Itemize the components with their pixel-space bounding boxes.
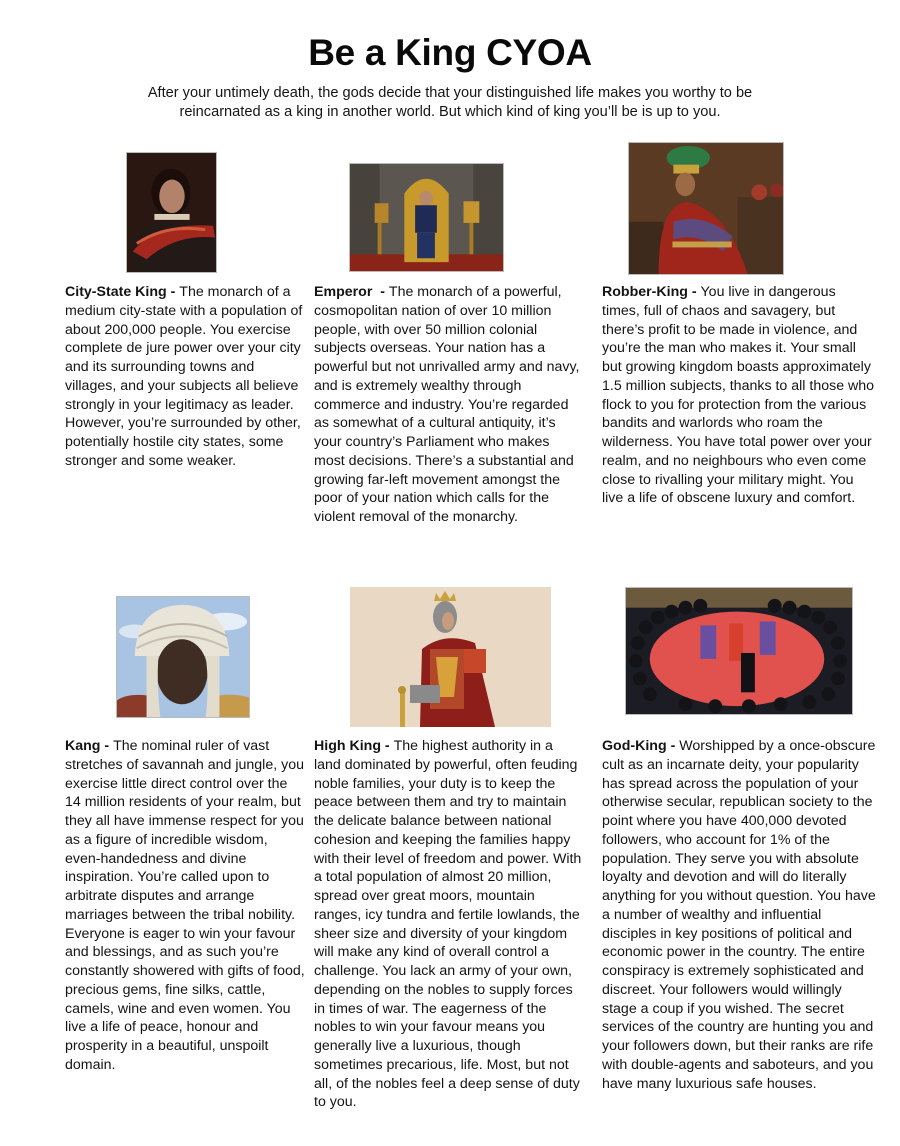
high-king-image	[350, 587, 551, 727]
option-title: Emperor	[314, 284, 373, 300]
option-high-king: High King - The highest authority in a land dominated by powerful, often feuding noble families, your duty is to keep the peace between them and try to maintain the delicate balance between national cohesion and keeping the families happy with their level of freedom and power. With a total population of almost 20 million, spread over great moors, mountain ranges, icy tundra and fertile lowlands, the sheer size and diversity of your kingdom will make any kind of overall control a challenge. You lack an army of your own, depending on the nobles to supply forces in times of war. The eagerness of the nobles to win your favour means you generally live a luxurious, though sometimes precarious, life. Most, but not all, of the nobles feel a deep sense of duty to you.	[314, 738, 582, 1111]
robber-king-image	[628, 142, 784, 275]
option-description: The monarch of a powerful, cosmopolitan nation of over 10 million people, with over 50 million colonial subjects overseas. Your nation has a powerful but not unrivalled army and navy, and is extremely wealthy through commerce and industry. You’re regarded as somewhat of a cultural antiquity, it’s your country’s Parliament who makes most decisions. There’s a substantial and growing far-left movement amongst the poor of your nation which calls for the violent removal of the monarchy.	[314, 284, 580, 525]
option-description: The highest authority in a land dominated by powerful, often feuding noble families, your duty is to keep the peace between them and try to maintain the delicate balance between national cohesion and keeping the families happy with their level of freedom and power. With a total population of almost 20 million, spread over great moors, mountain ranges, icy tundra and fertile lowlands, the sheer size and diversity of your kingdom will make any kind of overall control a challenge. You lack an army of your own, depending on the nobles to supply forces in times of war. The eagerness of the nobles to win your favour means you generally live a luxurious, though sometimes precarious, life. Most, but not all, of the nobles feel a deep sense of duty to you.	[314, 738, 582, 1111]
city-state-king-image	[126, 152, 217, 273]
option-description: The nominal ruler of vast stretches of savannah and jungle, you exercise little direct control over the 14 million residents of your realm, but they all have immense respect for you as a figure of incredible wisdom, even-handedness and divine inspiration. You’re called upon to arbitrate disputes and arrange marriages between the tribal nobility. Everyone is eager to win your favour and blessings, and as such you’re constantly showered with gifts of food, precious gems, fine silks, cattle, camels, wine and even women. You live a life of peace, honour and prosperity in a beautiful, unspoilt domain.	[65, 738, 305, 1073]
option-emperor: Emperor - The monarch of a powerful, cosmopolitan nation of over 10 million people, with over 50 million colonial subjects overseas. Your nation has a powerful but not unrivalled army and navy, and is extremely wealthy through commerce and industry. You’re regarded as somewhat of a cultural antiquity, it’s your country’s Parliament who makes most decisions. There’s a substantial and growing far-left movement amongst the poor of your nation which calls for the violent removal of the monarchy.	[314, 284, 580, 525]
option-robber-king: Robber-King - You live in dangerous times, full of chaos and savagery, but there’s profit to be made in violence, and you’re the man who makes it. Your small but growing kingdom boasts approximately 1.5 million subjects, thanks to all those who flock to you for protection from the various bandits and warlords who roam the wilderness. You have total power over your realm, and no neighbours who even come close to rivalling your military might. You live a life of obscene luxury and comfort.	[602, 284, 875, 507]
option-title: Kang	[65, 738, 101, 754]
intro-text: After your untimely death, the gods decide that your distinguished life makes you worthy to be reincarnated as a king in another world. But which kind of king you’ll be is up to you.	[147, 85, 753, 120]
option-title: God-King	[602, 738, 667, 754]
option-kang: Kang - The nominal ruler of vast stretches of savannah and jungle, you exercise little direct control over the 14 million residents of your realm, but they all have immense respect for you as a figure of incredible wisdom, even-handedness and divine inspiration. You’re called upon to arbitrate disputes and arrange marriages between the tribal nobility. Everyone is eager to win your favour and blessings, and as such you’re constantly showered with gifts of food, precious gems, fine silks, cattle, camels, wine and even women. You live a life of peace, honour and prosperity in a beautiful, unspoilt domain.	[65, 738, 305, 1073]
emperor-image	[349, 163, 504, 272]
option-description: You live in dangerous times, full of chaos and savagery, but there’s profit to be made in violence, and you’re the man who makes it. Your small but growing kingdom boasts approximately 1.5 million subjects, thanks to all those who flock to you for protection from the various bandits and warlords who roam the wilderness. You have total power over your realm, and no neighbours who even come close to rivalling your military might. You live a life of obscene luxury and comfort.	[602, 284, 875, 507]
god-king-image	[625, 587, 853, 715]
option-description: The monarch of a medium city-state with a population of about 200,000 people. You exercise complete de jure power over your city and its surrounding towns and villages, and your subjects all believe strongly in your legitimacy as leader. However, you’re surrounded by other, potentially hostile city states, some stronger and some weaker.	[65, 284, 303, 469]
kang-image	[116, 596, 250, 718]
option-description: Worshipped by a once-obscure cult as an incarnate deity, your popularity has spread across the population of your otherwise secular, republican society to the point where you have 400,000 devoted followers, who account for 1% of the population. They serve you with absolute loyalty and devotion and will do literally anything for you without question. You have a number of wealthy and influential disciples in key positions of political and economic power in the country. The entire conspiracy is extremely sophisticated and discreet. Your followers would willingly stage a coup if you wished. The secret services of the country are hunting you and your followers down, but their ranks are rife with double-agents and saboteurs, and you have many luxurious safe houses.	[602, 738, 876, 1092]
option-city-state-king: City-State King - The monarch of a medium city-state with a population of about 200,000 people. You exercise complete de jure power over your city and its surrounding towns and villages, and your subjects all believe strongly in your legitimacy as leader. However, you’re surrounded by other, potentially hostile city states, some stronger and some weaker.	[65, 284, 303, 469]
option-title: City-State King	[65, 284, 167, 300]
option-title: Robber-King	[602, 284, 688, 300]
page-title: Be a King CYOA	[308, 32, 592, 73]
option-title: High King	[314, 738, 381, 754]
option-god-king: God-King - Worshipped by a once-obscure cult as an incarnate deity, your popularity has spread across the population of your otherwise secular, republican society to the point where you have 400,000 devoted followers, who account for 1% of the population. They serve you with absolute loyalty and devotion and will do literally anything for you without question. You have a number of wealthy and influential disciples in key positions of political and economic power in the country. The entire conspiracy is extremely sophisticated and discreet. Your followers would willingly stage a coup if you wished. The secret services of the country are hunting you and your followers down, but their ranks are rife with double-agents and saboteurs, and you have many luxurious safe houses.	[602, 738, 876, 1092]
